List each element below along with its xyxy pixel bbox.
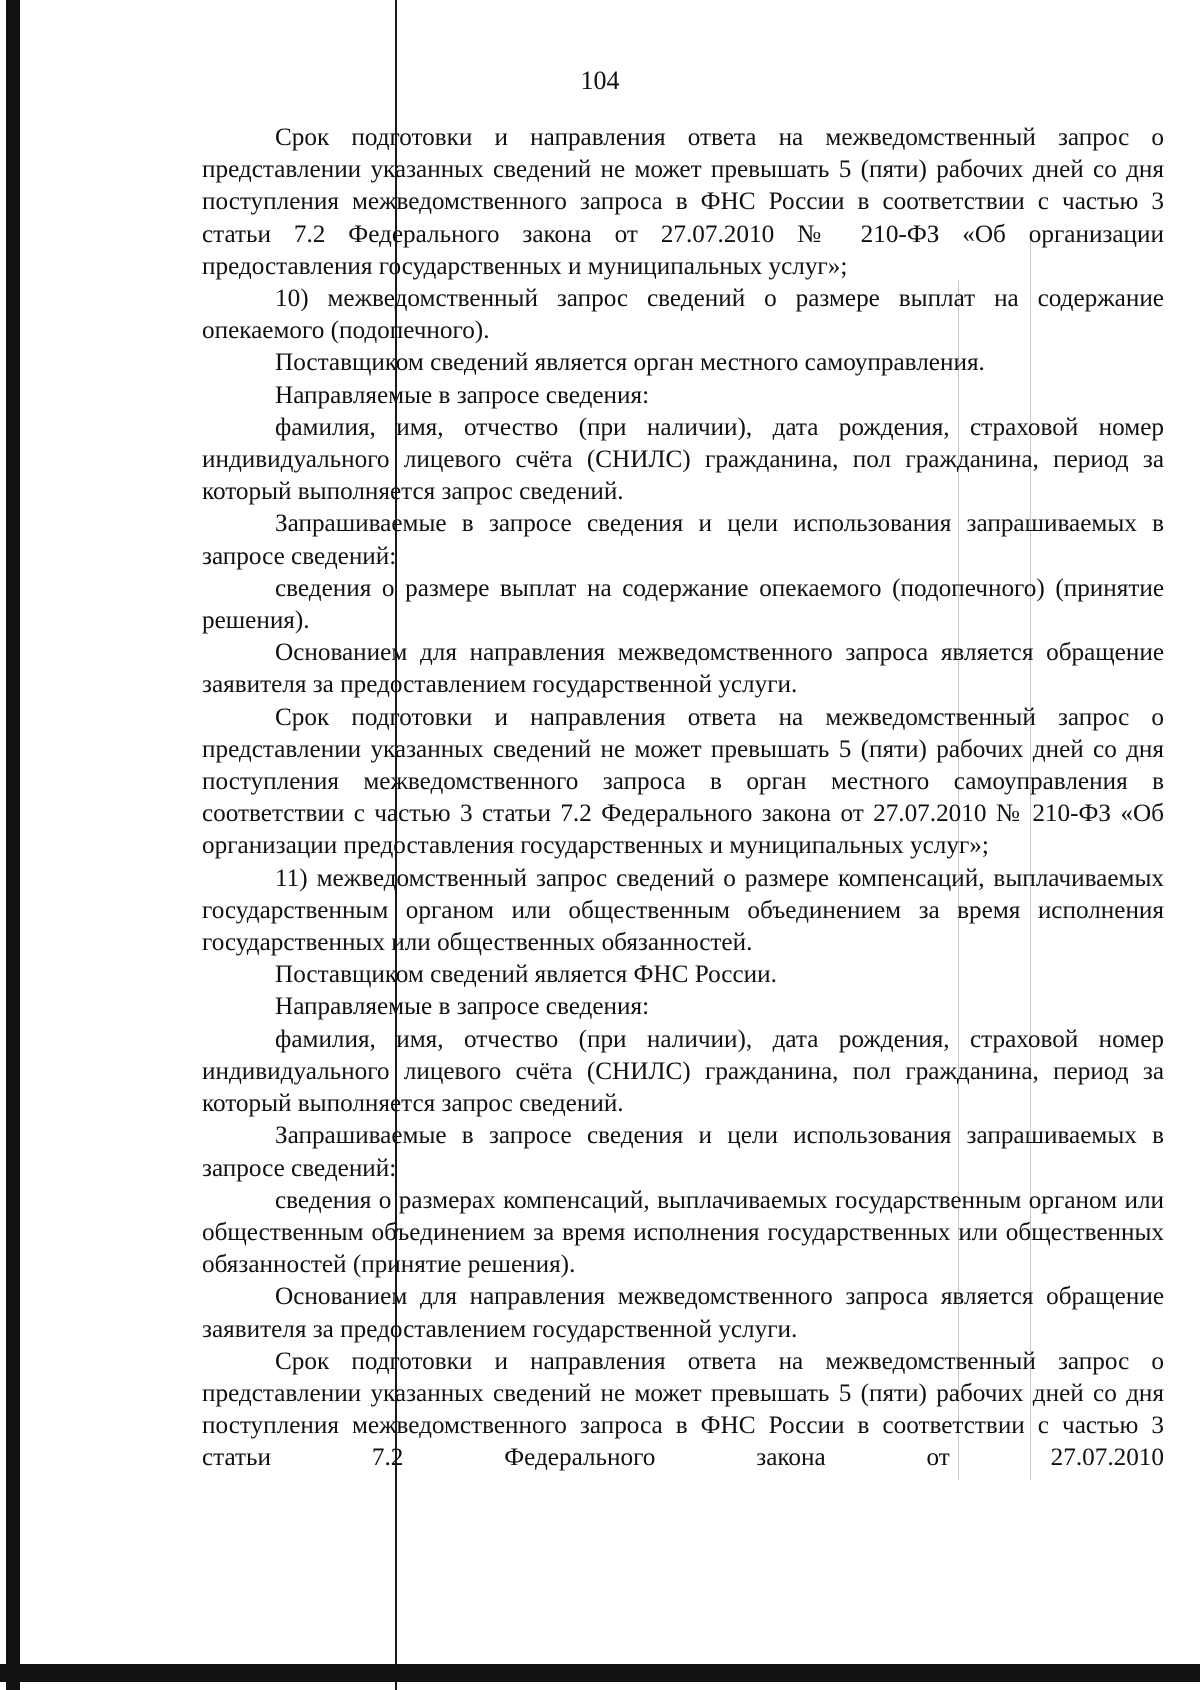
paragraph: 11) межведомственный запрос сведений о размере компенсаций, выплачиваемых государственным органом или общественным объединением за время исполнения государственных или общественных обязанностей.	[202, 864, 1164, 957]
paragraph: 10) межведомственный запрос сведений о размере выплат на содержание опекаемого (подопечного).	[202, 285, 1164, 345]
paragraph: Основанием для направления межведомственного запроса является обращение заявителя за предоставлением государственной услуги.	[202, 639, 1164, 699]
paragraph: Поставщиком сведений является ФНС России.	[275, 961, 777, 989]
paragraph: Запрашиваемые в запросе сведения и цели использования запрашиваемых в запросе сведений:	[202, 510, 1164, 570]
scan-edge-bottom	[0, 1664, 1200, 1682]
paragraph: Основанием для направления межведомственного запроса является обращение заявителя за предоставлением государственной услуги.	[202, 1283, 1164, 1343]
paragraph: Направляемые в запросе сведения:	[275, 993, 650, 1021]
paragraph: Направляемые в запросе сведения:	[275, 381, 650, 409]
document-body	[202, 122, 1164, 1475]
paragraph: фамилия, имя, отчество (при наличии), дата рождения, страховой номер индивидуального лицевого счёта (СНИЛС) гражданина, пол гражданина, период за который выполняется запрос сведений.	[202, 413, 1164, 506]
paragraph: сведения о размерах компенсаций, выплачиваемых государственным органом или общественным объединением за время исполнения государственных или общественных обязанностей (принятие решения).	[202, 1186, 1164, 1279]
paragraph: Срок подготовки и направления ответа на межведомственный запрос о представлении указанных сведений не может превышать 5 (пяти) рабочих дней со дня поступления межведомственного запроса в ФНС России в соответствии с частью 3 статьи 7.2 Федерального закона от 27.07.2010 № 210-ФЗ «Об организации предоставления государственных и муниципальных услуг»;	[202, 124, 1164, 280]
page-number: 104	[580, 66, 620, 95]
paragraph: сведения о размере выплат на содержание опекаемого (подопечного) (принятие решения).	[202, 574, 1164, 635]
scan-edge-left	[6, 0, 20, 1690]
paragraph: фамилия, имя, отчество (при наличии), дата рождения, страховой номер индивидуального лицевого счёта (СНИЛС) гражданина, пол гражданина, период за который выполняется запрос сведений.	[202, 1025, 1164, 1118]
paragraph: Срок подготовки и направления ответа на межведомственный запрос о представлении указанных сведений не может превышать 5 (пяти) рабочих дней со дня поступления межведомственного запроса в ФНС России в соответствии с частью 3 статьи 7.2 Федерального закона от 27.07.2010	[202, 1347, 1164, 1472]
paragraph: Запрашиваемые в запросе сведения и цели использования запрашиваемых в запросе сведений:	[202, 1122, 1164, 1182]
paragraph: Срок подготовки и направления ответа на межведомственный запрос о представлении указанных сведений не может превышать 5 (пяти) рабочих дней со дня поступления межведомственного запроса в орган местного самоуправления в соответствии с частью 3 статьи 7.2 Федерального закона от 27.07.2010 № 210-ФЗ «Об организации предоставления государственных и муниципальных услуг»;	[202, 703, 1164, 860]
paragraph: Поставщиком сведений является орган местного самоуправления.	[275, 349, 985, 377]
